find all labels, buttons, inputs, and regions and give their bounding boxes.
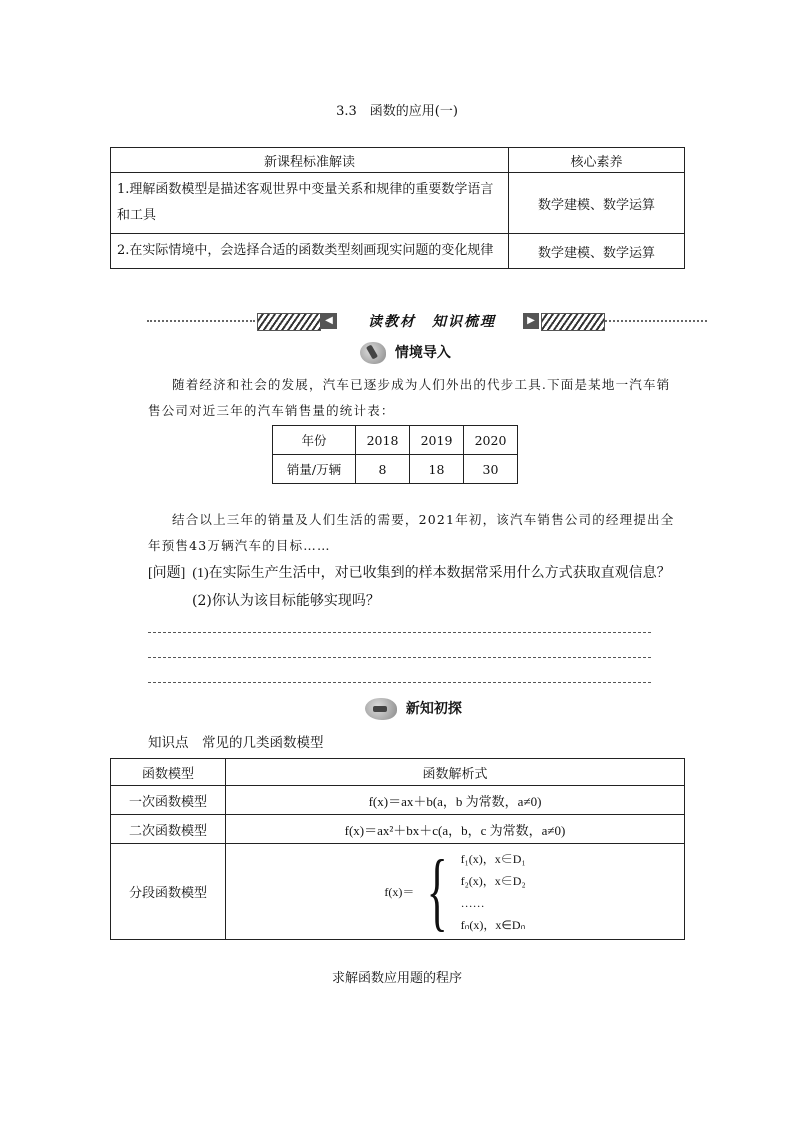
intro-paragraph: 随着经济和社会的发展，汽车已逐步成为人们外出的代步工具.下面是某地一汽车销售公司对近三年的汽车销售量的统计表：	[148, 377, 671, 418]
piecewise-case: ……	[460, 895, 485, 910]
section-new-heading	[365, 698, 462, 720]
model-name: 二次函数模型	[111, 815, 226, 844]
arrow-right-icon: ▶	[523, 313, 539, 329]
standards-header-standard: 新课程标准解读	[111, 148, 509, 173]
table-row	[111, 844, 685, 940]
sales-row-header-volume: 销量/万辆	[273, 455, 356, 484]
sales-table	[272, 425, 518, 484]
banner-label: 读教材 知识梳理	[368, 314, 496, 330]
model-formula: f(x)＝ax＋b(a，b 为常数，a≠0)	[226, 786, 685, 815]
literacy-text: 数学建模、数学运算	[509, 234, 685, 269]
table-row	[273, 426, 518, 455]
section-situation-heading	[360, 342, 451, 364]
standards-header-literacy: 核心素养	[509, 148, 685, 173]
model-name: 一次函数模型	[111, 786, 226, 815]
sales-year: 2020	[464, 426, 518, 455]
left-brace-icon: {	[426, 842, 449, 940]
table-row	[111, 815, 685, 844]
standard-text: 1.理解函数模型是描述客观世界中变量关系和规律的重要数学语言和工具	[111, 173, 509, 234]
piecewise-case: f₂(x)，x∈D₂	[460, 873, 526, 888]
answer-line	[148, 682, 651, 683]
piecewise-case: f₁(x)，x∈D₁	[460, 851, 526, 866]
trumpet-icon	[360, 342, 386, 364]
question-2	[148, 590, 380, 610]
piecewise-lhs: f(x)＝	[384, 885, 415, 899]
pen-icon	[365, 698, 397, 720]
answer-line	[148, 657, 651, 658]
section-situation-label: 情境导入	[394, 345, 451, 361]
table-row	[111, 173, 685, 234]
banner-stripes-left	[257, 313, 321, 331]
table-row	[111, 786, 685, 815]
sales-year: 2019	[410, 426, 464, 455]
table-row	[111, 759, 685, 786]
sales-value: 30	[464, 455, 518, 484]
sales-value: 8	[356, 455, 410, 484]
literacy-text: 数学建模、数学运算	[509, 173, 685, 234]
standard-text: 2.在实际情境中，会选择合适的函数类型刻画现实问题的变化规律	[111, 234, 509, 269]
banner-stripes-right	[541, 313, 605, 331]
question-1-text: (1)在实际生产生活中，对已收集到的样本数据常采用什么方式获取直观信息？	[192, 566, 671, 581]
context-paragraph: 结合以上三年的销量及人们生活的需要，2021年初，该汽车销售公司的经理提出全年预售43万辆汽车的目标……	[148, 512, 675, 553]
piecewise-cases	[461, 848, 526, 936]
models-header-formula: 函数解析式	[226, 759, 685, 786]
model-formula-piecewise	[226, 844, 685, 940]
knowledge-point: 知识点 常见的几类函数模型	[148, 735, 324, 750]
model-formula: f(x)＝ax²＋bx＋c(a，b，c 为常数，a≠0)	[226, 815, 685, 844]
sales-year: 2018	[356, 426, 410, 455]
question-1	[148, 562, 671, 582]
model-name: 分段函数模型	[111, 844, 226, 940]
table-row	[111, 234, 685, 269]
program-caption: 求解函数应用题的程序	[331, 971, 462, 986]
section-new-label: 新知初探	[405, 701, 462, 717]
section-banner	[147, 312, 707, 330]
piecewise-case: fₙ(x)，x∈Dₙ	[460, 917, 526, 932]
arrow-left-icon: ◀	[321, 313, 337, 329]
question-tag: [问题]	[148, 566, 186, 581]
sales-row-header-year: 年份	[273, 426, 356, 455]
sales-value: 18	[410, 455, 464, 484]
models-table	[110, 758, 685, 940]
page-title: 3.3 函数的应用(一)	[336, 104, 458, 119]
banner-dots-left	[147, 320, 255, 322]
standards-table	[110, 147, 685, 269]
table-row	[273, 455, 518, 484]
question-2-text: (2)你认为该目标能够实现吗？	[192, 593, 380, 609]
piecewise-formula	[384, 842, 526, 940]
models-header-model: 函数模型	[111, 759, 226, 786]
answer-line	[148, 632, 651, 633]
banner-dots-right	[605, 320, 707, 322]
